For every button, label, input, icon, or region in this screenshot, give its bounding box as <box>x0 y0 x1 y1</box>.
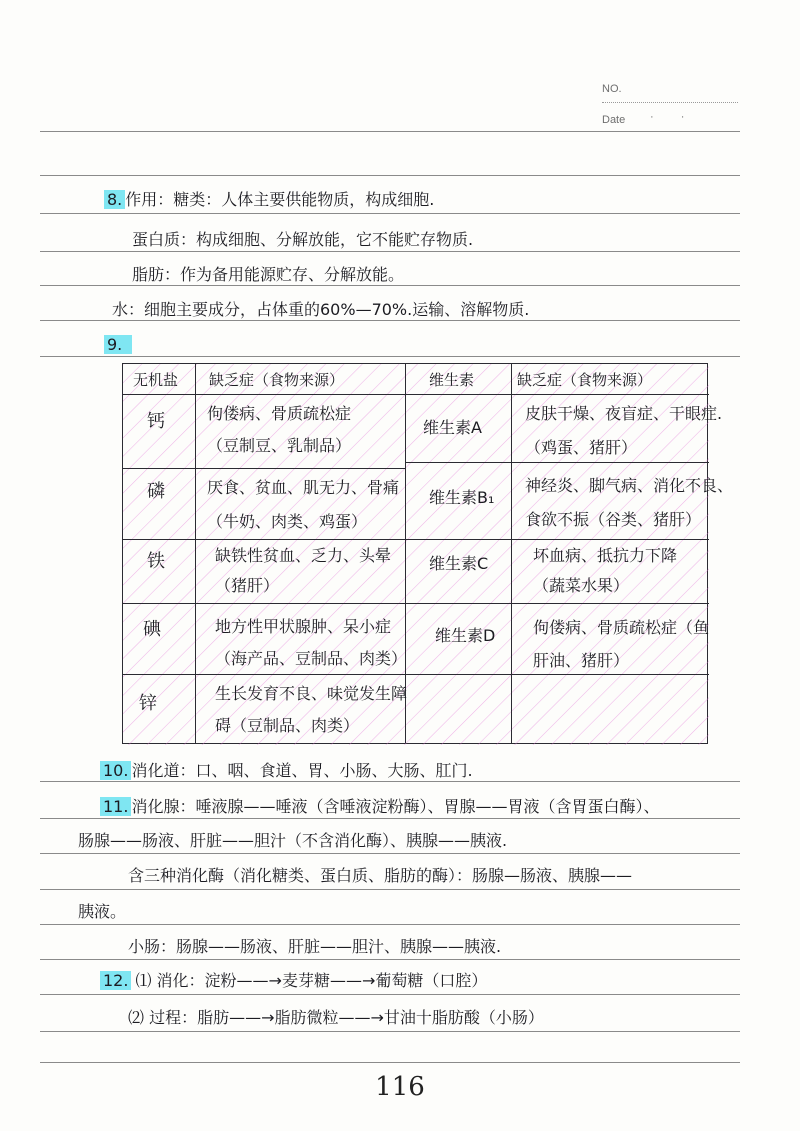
page-number: 116 <box>375 1072 425 1102</box>
mineral-name: 钙 <box>147 411 165 432</box>
date-dots: · · <box>650 111 697 123</box>
table-header-mineral-deficiency: 缺乏症（食物来源） <box>209 371 345 389</box>
vitamin-name: 维生素B₁ <box>429 488 495 507</box>
vitamin-food-source: 食欲不振（谷类、猪肝） <box>525 510 702 529</box>
mineral-name: 锌 <box>139 693 157 714</box>
ruled-line <box>40 131 740 132</box>
section-12-number: 12. <box>100 971 131 990</box>
mineral-name: 铁 <box>147 551 165 572</box>
no-dotted-line <box>602 102 738 103</box>
ruled-line <box>40 924 740 925</box>
table-header-mineral: 无机盐 <box>133 371 179 389</box>
vitamin-deficiency: 佝偻病、骨质疏松症（鱼 <box>533 618 710 637</box>
ruled-line <box>40 320 740 321</box>
section-11-line-5: 小肠：肠腺——肠液、肝脏——胆汁、胰腺——胰液. <box>128 937 502 956</box>
table-header-vitamin-deficiency: 缺乏症（食物来源） <box>517 371 653 389</box>
mineral-name: 碘 <box>143 619 161 640</box>
section-8-line-4: 水：细胞主要成分，占体重的60%—70%.运输、溶解物质. <box>112 300 530 319</box>
section-8-text-1: 作用：糖类：人体主要供能物质，构成细胞. <box>125 190 435 209</box>
table-header-divider <box>123 394 709 395</box>
mineral-food-source: （牛奶、肉类、鸡蛋） <box>207 512 368 531</box>
vitamin-deficiency: 神经炎、脚气病、消化不良、 <box>525 476 734 495</box>
table-row-divider <box>123 603 709 604</box>
table-row-divider <box>123 468 405 469</box>
vitamin-deficiency: 皮肤干燥、夜盲症、干眼症. <box>525 404 723 423</box>
date-label: Date <box>602 114 626 126</box>
vitamin-food-source: （鸡蛋、猪肝） <box>525 438 638 457</box>
ruled-line <box>40 251 740 252</box>
no-label: NO. <box>602 83 622 95</box>
section-11-line-4: 胰液。 <box>78 902 127 921</box>
ruled-line <box>40 889 740 890</box>
section-12-text-1: ⑴ 消化：淀粉——→麦芽糖——→葡萄糖（口腔） <box>135 971 488 990</box>
ruled-line <box>40 781 740 782</box>
table-header-vitamin: 维生素 <box>429 371 475 389</box>
ruled-line <box>40 285 740 286</box>
section-10-line <box>100 761 473 781</box>
section-10-text: 消化道：口、咽、食道、胃、小肠、大肠、肛门. <box>131 761 473 780</box>
ruled-line <box>40 356 740 357</box>
vitamin-name: 维生素C <box>429 554 489 573</box>
mineral-food-source: （猪肝） <box>215 576 280 595</box>
vitamin-name: 维生素A <box>423 418 482 437</box>
ruled-line <box>40 1031 740 1032</box>
section-8-number: 8. <box>104 190 125 209</box>
ruled-line <box>40 1062 740 1063</box>
section-10-number: 10. <box>100 761 131 780</box>
section-12-line-1 <box>100 971 487 991</box>
mineral-name: 磷 <box>147 481 165 502</box>
mineral-deficiency: 生长发育不良、味觉发生障 <box>215 684 408 703</box>
section-8-line-2: 蛋白质：构成细胞、分解放能，它不能贮存物质. <box>132 230 474 249</box>
table-col-divider <box>511 364 512 743</box>
mineral-deficiency: 厌食、贫血、肌无力、骨痛 <box>207 478 400 497</box>
ruled-line <box>40 818 740 819</box>
ruled-line <box>40 853 740 854</box>
vitamin-food-source: （蔬菜水果） <box>533 576 630 595</box>
section-9-line <box>104 335 132 355</box>
section-8-line-1 <box>104 190 434 210</box>
section-11-line-2: 肠腺——肠液、肝脏——胆汁（不含消化酶）、胰腺——胰液. <box>78 831 508 850</box>
table-row-divider <box>123 539 709 540</box>
vitamin-food-source: 肝油、猪肝） <box>533 651 630 670</box>
ruled-line <box>40 994 740 995</box>
ruled-line <box>40 175 740 176</box>
mineral-food-source: （豆制豆、乳制品） <box>207 436 352 455</box>
table-row-divider <box>123 674 709 675</box>
ruled-line <box>40 959 740 960</box>
mineral-food-source: 碍（豆制品、肉类） <box>215 716 360 735</box>
ruled-line <box>40 213 740 214</box>
vitamin-deficiency: 坏血病、抵抗力下降 <box>533 546 678 565</box>
section-11-line-3: 含三种消化酶（消化糖类、蛋白质、脂肪的酶）：肠腺—肠液、胰腺—— <box>128 866 633 885</box>
mineral-food-source: （海产品、豆制品、肉类） <box>215 649 408 668</box>
section-12-line-2: ⑵ 过程：脂肪——→脂肪微粒——→甘油十脂肪酸（小肠） <box>128 1008 544 1027</box>
nutrient-deficiency-table <box>122 363 734 744</box>
section-11-line-1 <box>100 797 659 817</box>
mineral-deficiency: 缺铁性贫血、乏力、头晕 <box>215 546 392 565</box>
table-col-divider <box>195 364 196 743</box>
table-row-divider <box>405 462 709 463</box>
mineral-deficiency: 地方性甲状腺肿、呆小症 <box>215 617 392 636</box>
section-8-line-3: 脂肪：作为备用能源贮存、分解放能。 <box>132 265 405 284</box>
section-11-text-1: 消化腺：唾液腺——唾液（含唾液淀粉酶）、胃腺——胃液（含胃蛋白酶）、 <box>131 797 660 816</box>
section-11-number: 11. <box>100 797 131 816</box>
vitamin-name: 维生素D <box>435 626 496 645</box>
section-9-number: 9. <box>104 335 132 354</box>
mineral-deficiency: 佝偻病、骨质疏松症 <box>207 404 352 423</box>
